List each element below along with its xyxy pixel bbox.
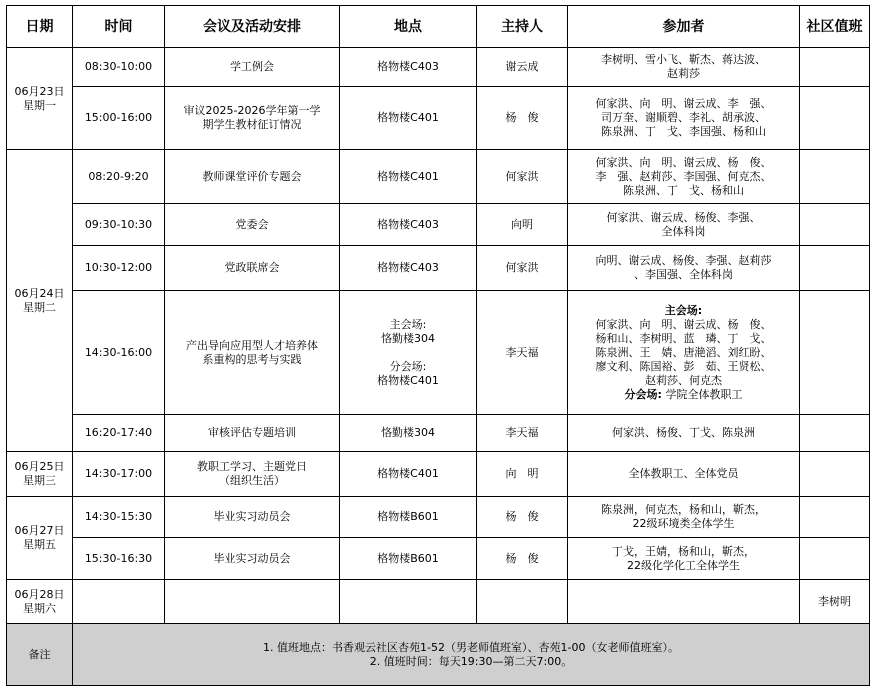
host-cell: 向明 — [477, 204, 568, 246]
weekday: 星期五 — [23, 538, 56, 551]
time-cell — [73, 580, 165, 624]
date: 06月23日 — [14, 84, 65, 98]
location-cell — [340, 204, 477, 246]
table-row — [7, 87, 870, 150]
location-cell — [340, 246, 477, 291]
attendees-cell — [568, 291, 800, 415]
host-cell: 杨 俊 — [477, 538, 568, 580]
attendee-line: 、李国强、全体科岗 — [634, 268, 733, 281]
attendee-line: 22级环境类全体学生 — [632, 517, 735, 530]
time-cell: 14:30-16:00 — [73, 291, 165, 415]
branch-venue: 格物楼C401 — [377, 373, 439, 387]
attendees-cell — [568, 246, 800, 291]
host-cell: 何家洪 — [477, 150, 568, 204]
duty-cell — [800, 452, 870, 497]
attendees-cell — [568, 452, 800, 497]
table-row — [7, 538, 870, 580]
attendee-line: 全体教职工、全体党员 — [628, 467, 739, 480]
activity-cell — [165, 87, 340, 150]
weekday: 星期六 — [23, 601, 56, 615]
activity-line: 学工例会 — [230, 60, 274, 73]
date-cell — [7, 580, 73, 624]
attendee-line: 杨和山、李树明、蓝 璘、丁 戈、 — [595, 331, 772, 345]
activity-line: 期学生教材征订情况 — [202, 118, 302, 131]
time-cell: 09:30-10:30 — [73, 204, 165, 246]
host-cell — [477, 580, 568, 624]
attendees-cell — [568, 580, 800, 624]
branch-venue-label: 分会场: — [389, 359, 427, 373]
schedule-table — [6, 5, 870, 686]
activity-cell — [165, 497, 340, 538]
location-line: 格物楼C403 — [377, 261, 439, 274]
time-cell: 15:00-16:00 — [73, 87, 165, 150]
location-line: 格物楼C401 — [377, 467, 439, 480]
header-time: 时间 — [73, 6, 165, 48]
notes-line: 1. 值班地点：书香观云社区杏苑1-52（男老师值班室）、杏苑1-00（女老师值班室）。 — [263, 640, 679, 654]
activity-line: 毕业实习动员会 — [213, 510, 291, 523]
activity-cell — [165, 452, 340, 497]
location-cell — [340, 580, 477, 624]
header-duty: 社区值班 — [800, 6, 870, 48]
date: 06月27日 — [14, 524, 65, 537]
location-cell — [340, 48, 477, 87]
location-cell — [340, 291, 477, 415]
date: 06月24日 — [14, 286, 65, 300]
attendee-line: 向明、谢云成、杨俊、李强、赵莉莎 — [595, 254, 772, 267]
activity-line: 审核评估专题培训 — [208, 426, 296, 439]
location-cell — [340, 87, 477, 150]
duty-cell — [800, 497, 870, 538]
activity-line: 产出导向应用型人才培养体 — [186, 338, 318, 352]
activity-line: 教师课堂评价专题会 — [202, 169, 302, 183]
host-cell: 杨 俊 — [477, 87, 568, 150]
branch-venue-attendees-label: 分会场: — [624, 387, 662, 401]
table-row — [7, 246, 870, 291]
date-cell — [7, 452, 73, 497]
notes-label: 备注 — [7, 624, 73, 686]
header-attendees: 参加者 — [568, 6, 800, 48]
attendee-line: 赵莉莎 — [667, 67, 700, 80]
date: 06月25日 — [14, 460, 65, 473]
time-cell: 10:30-12:00 — [73, 246, 165, 291]
location-line: 格物楼C403 — [377, 217, 439, 231]
activity-cell — [165, 580, 340, 624]
attendees-cell — [568, 497, 800, 538]
attendee-line: 陈泉洲，何克杰，杨和山，靳杰， — [601, 503, 766, 516]
activity-line: 党委会 — [235, 217, 269, 231]
table-row — [7, 580, 870, 624]
attendee-line: 陈泉洲、丁 戈、杨和山 — [623, 183, 744, 197]
attendee-line: 何家洪、谢云成、杨俊、李强、 — [606, 210, 761, 224]
header-date: 日期 — [7, 6, 73, 48]
duty-cell — [800, 538, 870, 580]
activity-cell — [165, 538, 340, 580]
activity-cell — [165, 415, 340, 452]
date-cell — [7, 497, 73, 580]
location-cell — [340, 538, 477, 580]
time-cell: 16:20-17:40 — [73, 415, 165, 452]
branch-venue-attendees: 学院全体教职工 — [665, 387, 743, 401]
main-venue-label: 主会场: — [389, 317, 427, 331]
location-line: 恪勤楼304 — [381, 426, 435, 439]
attendees-cell — [568, 538, 800, 580]
table-row — [7, 150, 870, 204]
table-row — [7, 415, 870, 452]
date-cell — [7, 48, 73, 150]
location-line: 格物楼B601 — [377, 551, 439, 565]
attendees-cell — [568, 150, 800, 204]
attendee-line: 何家洪、向 明、谢云成、李 强、 — [595, 97, 772, 110]
host-cell: 李天福 — [477, 415, 568, 452]
duty-cell — [800, 246, 870, 291]
host-cell: 杨 俊 — [477, 497, 568, 538]
attendee-line: 李 强、赵莉莎、李国强、何克杰、 — [595, 169, 772, 183]
attendee-line: 廖文利、陈国裕、彭 茹、王贤松、 — [595, 359, 772, 373]
attendee-line: 22级化学化工全体学生 — [627, 558, 740, 572]
location-line: 格物楼C401 — [377, 169, 439, 183]
date: 06月28日 — [14, 587, 65, 601]
weekday: 星期三 — [23, 474, 56, 487]
notes-line: 2. 值班时间：每天19:30—第二天7:00。 — [369, 654, 573, 668]
activity-line: 系重构的思考与实践 — [202, 352, 302, 366]
time-cell: 14:30-15:30 — [73, 497, 165, 538]
host-cell: 李天福 — [477, 291, 568, 415]
activity-line: 党政联席会 — [224, 261, 280, 274]
attendees-cell — [568, 48, 800, 87]
time-cell: 08:20-9:20 — [73, 150, 165, 204]
activity-line: （组织生活） — [219, 474, 285, 487]
attendees-cell — [568, 415, 800, 452]
attendee-line: 何家洪、向 明、谢云成、杨 俊、 — [595, 317, 772, 331]
table-row — [7, 291, 870, 415]
activity-cell — [165, 246, 340, 291]
attendee-line: 陈泉洲、丁 戈、李国强、杨和山 — [601, 125, 766, 138]
duty-cell — [800, 150, 870, 204]
notes-content — [73, 624, 870, 686]
table-row — [7, 204, 870, 246]
attendee-line: 何家洪、杨俊、丁戈、陈泉洲 — [612, 426, 755, 439]
location-cell — [340, 452, 477, 497]
header-location: 地点 — [340, 6, 477, 48]
duty-cell — [800, 87, 870, 150]
date-cell — [7, 150, 73, 452]
duty-cell — [800, 291, 870, 415]
notes-row — [7, 624, 870, 686]
table-row — [7, 497, 870, 538]
activity-cell — [165, 204, 340, 246]
activity-cell — [165, 150, 340, 204]
header-activity: 会议及活动安排 — [165, 6, 340, 48]
attendee-line: 李树明、雪小飞、靳杰、蒋达波、 — [601, 53, 766, 66]
attendees-cell — [568, 204, 800, 246]
attendee-line: 全体科岗 — [661, 224, 706, 238]
activity-cell — [165, 48, 340, 87]
attendee-line: 赵莉莎、何克杰 — [645, 373, 722, 387]
attendees-cell — [568, 87, 800, 150]
duty-cell — [800, 204, 870, 246]
main-venue: 恪勤楼304 — [381, 331, 435, 345]
host-cell: 谢云成 — [477, 48, 568, 87]
host-cell: 向 明 — [477, 452, 568, 497]
weekday: 星期二 — [23, 300, 56, 314]
attendee-line: 丁戈，王婧，杨和山，靳杰， — [612, 544, 755, 558]
time-cell: 14:30-17:00 — [73, 452, 165, 497]
main-venue-attendees-label: 主会场: — [664, 303, 703, 317]
activity-line: 审议2025-2026学年第一学 — [183, 104, 321, 117]
activity-line: 教职工学习、主题党日 — [197, 460, 307, 473]
location-cell — [340, 415, 477, 452]
attendee-line: 何家洪、向 明、谢云成、杨 俊、 — [595, 155, 772, 169]
table-row — [7, 48, 870, 87]
duty-cell — [800, 415, 870, 452]
location-cell — [340, 497, 477, 538]
time-cell: 08:30-10:00 — [73, 48, 165, 87]
header-host: 主持人 — [477, 6, 568, 48]
table-row — [7, 452, 870, 497]
attendee-line: 司万奎、谢顺碧、李礼、胡承波、 — [601, 111, 766, 124]
time-cell: 15:30-16:30 — [73, 538, 165, 580]
weekday: 星期一 — [23, 98, 56, 112]
location-line: 格物楼B601 — [377, 510, 439, 523]
duty-cell: 李树明 — [800, 580, 870, 624]
location-line: 格物楼C401 — [377, 111, 439, 124]
activity-line: 毕业实习动员会 — [213, 551, 291, 565]
location-cell — [340, 150, 477, 204]
activity-cell — [165, 291, 340, 415]
duty-cell — [800, 48, 870, 87]
header-row — [7, 6, 870, 48]
host-cell: 何家洪 — [477, 246, 568, 291]
location-line: 格物楼C403 — [377, 60, 439, 73]
attendee-line: 陈泉洲、王 婧、唐滟滔、刘红盼、 — [595, 345, 772, 359]
